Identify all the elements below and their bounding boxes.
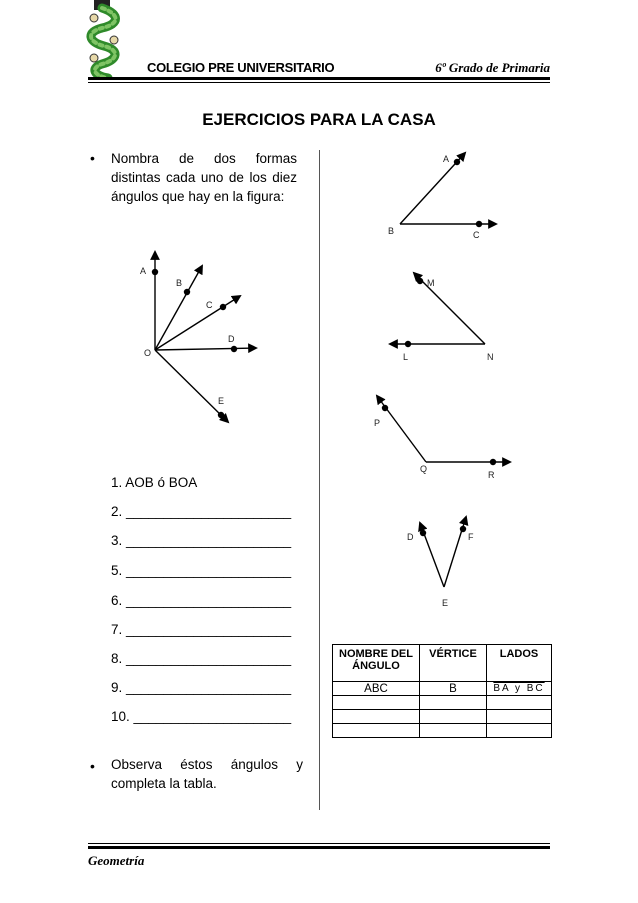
answer-10[interactable]: 10. _____________________ — [111, 709, 292, 724]
angle-def-figure — [390, 505, 490, 615]
angles-table — [332, 644, 552, 738]
cell-vertice[interactable] — [420, 724, 487, 738]
answer-9[interactable]: 9. ______________________ — [111, 680, 292, 695]
label-q: Q — [420, 464, 428, 474]
label-d: D — [228, 334, 235, 344]
cell-nombre[interactable] — [333, 710, 420, 724]
footer-rule — [88, 846, 550, 849]
footer-subject: Geometría — [88, 853, 145, 868]
header-rule-thin — [88, 82, 550, 83]
bullet-1: • — [90, 150, 95, 166]
label-e2: E — [442, 598, 449, 608]
rays-figure — [100, 240, 280, 440]
footer-rule-thin — [88, 843, 550, 844]
answer-6[interactable]: 6. ______________________ — [111, 593, 292, 608]
answer-3[interactable]: 3. ______________________ — [111, 533, 292, 548]
instruction-2-line1 — [111, 757, 303, 772]
cell-nombre: ABC — [333, 682, 420, 696]
column-divider — [319, 150, 320, 810]
label-abc-a: A — [443, 154, 450, 164]
label-o: O — [144, 348, 152, 358]
cell-lados[interactable] — [487, 724, 552, 738]
table-row[interactable] — [333, 696, 552, 710]
instruction-1: Nombra de dos formas distintas cada uno de los diez ángulos que hay en la figura: — [111, 151, 297, 204]
table-row[interactable] — [333, 710, 552, 724]
school-logo — [80, 0, 132, 80]
label-f: F — [468, 532, 474, 542]
cell-vertice[interactable] — [420, 696, 487, 710]
table-row[interactable] — [333, 724, 552, 738]
col-lados: LADOS — [487, 645, 552, 682]
grade-label: 6º Grado de Primaria — [435, 60, 550, 75]
label-abc-b: B — [388, 226, 395, 236]
label-a: A — [140, 266, 147, 276]
answer-5[interactable]: 5. ______________________ — [111, 563, 292, 578]
word-angulos: ángulos — [230, 757, 279, 772]
col-nombre: NOMBRE DEL ÁNGULO — [333, 645, 420, 682]
cell-vertice[interactable] — [420, 710, 487, 724]
label-e: E — [218, 396, 225, 406]
school-name: COLEGIO PRE UNIVERSITARIO — [147, 60, 335, 75]
header-rule — [88, 77, 550, 80]
word-estos: éstos — [180, 757, 213, 772]
label-l: L — [403, 352, 409, 362]
bullet-2: • — [90, 758, 95, 774]
cell-nombre[interactable] — [333, 724, 420, 738]
word-observa: Observa — [111, 757, 163, 772]
table-row — [333, 682, 552, 696]
cell-lados: BA y BC — [487, 682, 552, 696]
label-n: N — [487, 352, 494, 362]
cell-lados[interactable] — [487, 710, 552, 724]
label-m: M — [427, 278, 435, 288]
label-c: C — [206, 300, 213, 310]
answer-8[interactable]: 8. ______________________ — [111, 651, 292, 666]
cell-vertice: B — [420, 682, 487, 696]
cell-nombre[interactable] — [333, 696, 420, 710]
answer-1: 1. AOB ó BOA — [111, 475, 198, 490]
label-abc-c: C — [473, 230, 480, 240]
word-y: y — [296, 757, 303, 772]
label-b: B — [176, 278, 183, 288]
col-vertice: VÉRTICE — [420, 645, 487, 682]
table-header-row — [333, 645, 552, 682]
cell-lados[interactable] — [487, 696, 552, 710]
instruction-2-line2: completa la tabla. — [111, 776, 217, 791]
label-d2: D — [407, 532, 414, 542]
answer-7[interactable]: 7. ______________________ — [111, 622, 292, 637]
page-title: EJERCICIOS PARA LA CASA — [202, 110, 436, 129]
answer-2[interactable]: 2. ______________________ — [111, 504, 292, 519]
label-p: P — [374, 418, 381, 428]
angle-figures — [330, 140, 560, 500]
label-r: R — [488, 470, 495, 480]
